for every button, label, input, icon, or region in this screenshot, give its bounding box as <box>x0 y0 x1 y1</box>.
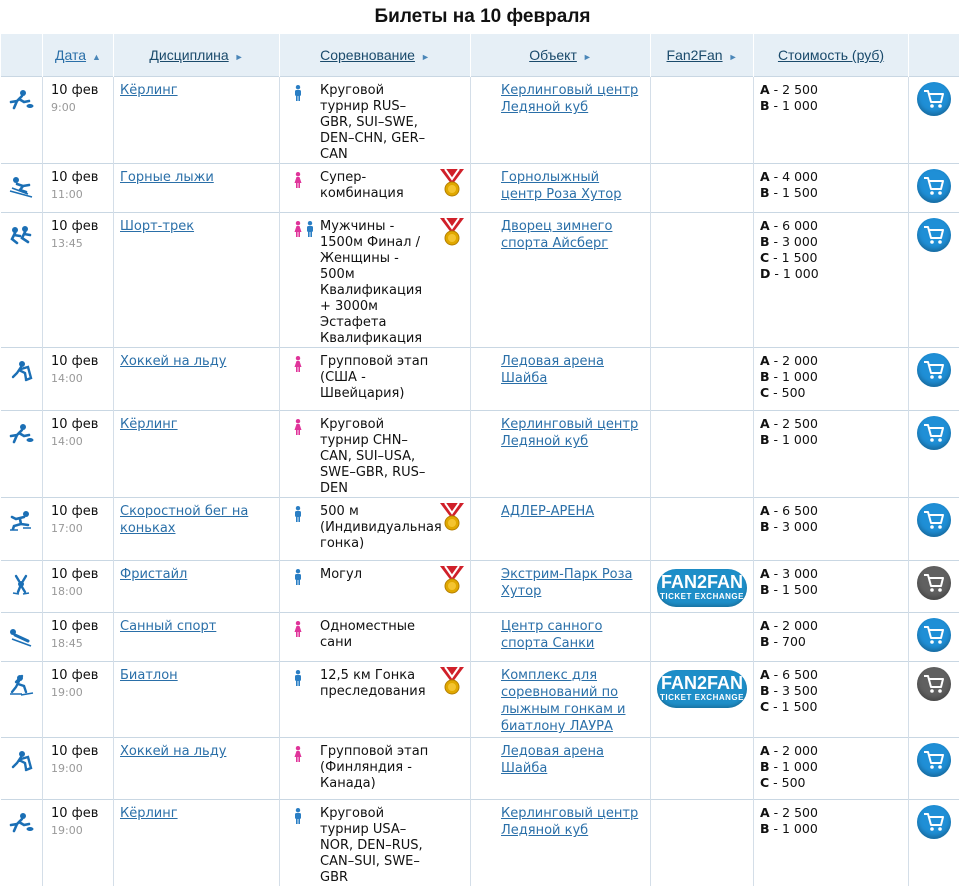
cart-icon <box>923 431 945 446</box>
discipline-link[interactable]: Хоккей на льду <box>120 354 226 369</box>
sort-by-venue[interactable]: Объект ► <box>471 34 651 77</box>
cart-icon <box>923 820 945 835</box>
event-date: 10 фев <box>51 83 113 98</box>
price-line: A - 2 000 <box>760 743 908 759</box>
event-date: 10 фев <box>51 417 113 432</box>
price-list <box>754 348 909 411</box>
price-list <box>754 738 909 800</box>
price-list <box>754 164 909 213</box>
cart-icon <box>923 682 945 697</box>
ice-hockey-icon <box>8 370 34 385</box>
female-icon <box>294 625 302 640</box>
sort-by-discipline[interactable]: Дисциплина ► <box>114 34 280 77</box>
venue-link[interactable]: Керлинговый центр Ледяной куб <box>501 806 638 838</box>
table-row <box>1 77 959 164</box>
tickets-table <box>0 34 959 886</box>
competition-text: Круговой турнир RUS–GBR, SUI–SWE, DEN–CHN, GER–CAN <box>320 83 466 163</box>
table-row <box>1 800 959 886</box>
price-line: A - 4 000 <box>760 169 908 185</box>
price-line: A - 6 000 <box>760 218 908 234</box>
male-icon <box>294 674 302 689</box>
price-line: B - 1 000 <box>760 759 908 775</box>
table-row <box>1 561 959 613</box>
event-date: 10 фев <box>51 354 113 369</box>
chevron-right-icon: ► <box>421 52 430 62</box>
event-date: 10 фев <box>51 744 113 759</box>
cart-icon <box>923 758 945 773</box>
chevron-right-icon: ► <box>235 52 244 62</box>
venue-link[interactable]: Ледовая арена Шайба <box>501 744 604 776</box>
event-time: 19:00 <box>51 762 113 775</box>
medal-icon <box>439 217 465 250</box>
venue-link[interactable]: АДЛЕР-АРЕНА <box>501 504 594 519</box>
price-line: A - 6 500 <box>760 667 908 683</box>
event-date: 10 фев <box>51 219 113 234</box>
venue-link[interactable]: Комплекс для соревнований по лыжным гонкам и биатлону ЛАУРА <box>501 668 625 734</box>
male-icon <box>306 225 314 240</box>
event-time: 13:45 <box>51 237 113 250</box>
event-time: 18:45 <box>51 637 113 650</box>
price-list <box>754 561 909 613</box>
price-list <box>754 662 909 738</box>
table-row <box>1 213 959 348</box>
event-time: 14:00 <box>51 435 113 448</box>
freestyle-icon <box>8 583 34 598</box>
event-date: 10 фев <box>51 806 113 821</box>
competition-text: Супер-комбинация <box>320 170 466 202</box>
price-line: A - 2 500 <box>760 82 908 98</box>
fan2fan-logo-button[interactable]: FAN2FAN TICKET EXCHANGE <box>657 670 747 708</box>
cart-button[interactable] <box>917 805 951 839</box>
table-row <box>1 498 959 561</box>
cart-button[interactable] <box>917 416 951 450</box>
price-line: A - 3 000 <box>760 566 908 582</box>
event-time: 17:00 <box>51 522 113 535</box>
event-time: 9:00 <box>51 101 113 114</box>
discipline-link[interactable]: Кёрлинг <box>120 83 178 98</box>
competition-text: Круговой турнир CHN–CAN, SUI–USA, SWE–GBR, RUS–DEN <box>320 417 466 497</box>
biathlon-icon <box>8 684 34 699</box>
event-time: 11:00 <box>51 188 113 201</box>
chevron-right-icon: ► <box>729 52 738 62</box>
page-title: Билеты на 10 февраля <box>0 0 965 34</box>
competition-text: 12,5 км Гонка преследования <box>320 668 466 700</box>
male-icon <box>294 89 302 104</box>
competition-text: Могул <box>320 567 466 583</box>
cart-icon <box>923 581 945 596</box>
female-icon <box>294 750 302 765</box>
curling-icon <box>8 433 34 448</box>
price-line: C - 500 <box>760 385 908 401</box>
venue-link[interactable]: Горнолыжный центр Роза Хутор <box>501 170 622 202</box>
price-line: A - 2 000 <box>760 353 908 369</box>
table-row <box>1 164 959 213</box>
price-list <box>754 411 909 498</box>
event-date: 10 фев <box>51 170 113 185</box>
event-date: 10 фев <box>51 504 113 519</box>
event-time: 18:00 <box>51 585 113 598</box>
sort-asc-icon: ▲ <box>92 52 101 62</box>
price-line: B - 700 <box>760 634 908 650</box>
short-track-icon <box>8 235 34 250</box>
price-line: A - 6 500 <box>760 503 908 519</box>
discipline-link[interactable]: Кёрлинг <box>120 806 178 821</box>
competition-text: 500 м (Индивидуальная гонка) <box>320 504 466 552</box>
price-line: A - 2 500 <box>760 416 908 432</box>
price-list <box>754 213 909 348</box>
discipline-link[interactable]: Скоростной бег на коньках <box>120 504 248 536</box>
sort-by-fan2fan[interactable]: Fan2Fan ► <box>651 34 754 77</box>
price-line: A - 2 000 <box>760 618 908 634</box>
chevron-right-icon: ► <box>583 52 592 62</box>
venue-link[interactable]: Экстрим-Парк Роза Хутор <box>501 567 633 599</box>
discipline-link[interactable]: Биатлон <box>120 668 178 683</box>
price-list <box>754 77 909 164</box>
header-cart-col <box>909 34 959 77</box>
price-line: B - 1 000 <box>760 98 908 114</box>
table-row <box>1 613 959 662</box>
price-list <box>754 498 909 561</box>
competition-text: Групповой этап (Финляндия - Канада) <box>320 744 466 792</box>
fan2fan-logo-button[interactable]: FAN2FAN TICKET EXCHANGE <box>657 569 747 607</box>
cart-button[interactable] <box>917 353 951 387</box>
price-line: B - 3 000 <box>760 234 908 250</box>
discipline-link[interactable]: Шорт-трек <box>120 219 194 234</box>
cart-icon <box>923 233 945 248</box>
price-line: B - 1 500 <box>760 185 908 201</box>
competition-text: Групповой этап (США - Швейцария) <box>320 354 466 402</box>
cart-button[interactable] <box>917 743 951 777</box>
cart-button[interactable] <box>917 218 951 252</box>
header-icon-col <box>1 34 43 77</box>
cart-button[interactable] <box>917 618 951 652</box>
venue-link[interactable]: Ледовая арена Шайба <box>501 354 604 386</box>
event-time: 19:00 <box>51 824 113 837</box>
speed-skating-icon <box>8 520 34 535</box>
competition-text: Круговой турнир USA–NOR, DEN–RUS, CAN–SUI, SWE–GBR <box>320 806 466 886</box>
competition-text: Одноместные сани <box>320 619 466 651</box>
table-row <box>1 738 959 800</box>
cart-button[interactable] <box>917 169 951 203</box>
luge-icon <box>8 635 34 650</box>
venue-link[interactable]: Керлинговый центр Ледяной куб <box>501 83 638 115</box>
event-date: 10 фев <box>51 619 113 634</box>
sort-by-date[interactable]: Дата ▲ <box>43 34 114 77</box>
cart-button[interactable] <box>917 503 951 537</box>
alpine-skiing-icon <box>8 186 34 201</box>
table-header-row <box>1 34 959 77</box>
price-line: A - 2 500 <box>760 805 908 821</box>
medal-icon <box>439 168 465 201</box>
cart-icon <box>923 97 945 112</box>
event-time: 14:00 <box>51 372 113 385</box>
female-icon <box>294 360 302 375</box>
competition-text: Мужчины - 1500м Финал / Женщины - 500м Квалификация + 3000м Эстафета Квалификация <box>320 219 466 347</box>
medal-icon <box>439 666 465 699</box>
event-time: 19:00 <box>51 686 113 699</box>
medal-icon <box>439 565 465 598</box>
price-list <box>754 800 909 886</box>
discipline-link[interactable]: Фристайл <box>120 567 187 582</box>
curling-icon <box>8 99 34 114</box>
cart-button[interactable] <box>917 667 951 701</box>
price-list <box>754 613 909 662</box>
price-line: B - 3 000 <box>760 519 908 535</box>
price-line: B - 3 500 <box>760 683 908 699</box>
table-row <box>1 411 959 498</box>
male-icon <box>294 510 302 525</box>
female-icon <box>294 176 302 191</box>
cart-icon <box>923 518 945 533</box>
medal-icon <box>439 502 465 535</box>
event-date: 10 фев <box>51 668 113 683</box>
price-line: B - 1 000 <box>760 369 908 385</box>
venue-link[interactable]: Керлинговый центр Ледяной куб <box>501 417 638 449</box>
price-line: D - 1 000 <box>760 266 908 282</box>
price-line: C - 1 500 <box>760 250 908 266</box>
discipline-link[interactable]: Хоккей на льду <box>120 744 226 759</box>
event-date: 10 фев <box>51 567 113 582</box>
curling-icon <box>8 822 34 837</box>
male-icon <box>294 812 302 827</box>
cart-button[interactable] <box>917 566 951 600</box>
venue-link[interactable]: Центр санного спорта Санки <box>501 619 602 651</box>
male-icon <box>294 573 302 588</box>
cart-button[interactable] <box>917 82 951 116</box>
cart-icon <box>923 184 945 199</box>
female-icon <box>294 225 302 240</box>
discipline-link[interactable]: Санный спорт <box>120 619 216 634</box>
female-icon <box>294 423 302 438</box>
price-line: B - 1 500 <box>760 582 908 598</box>
table-row <box>1 348 959 411</box>
table-row <box>1 662 959 738</box>
sort-by-competition[interactable]: Соревнование ► <box>280 34 471 77</box>
discipline-link[interactable]: Горные лыжи <box>120 170 214 185</box>
discipline-link[interactable]: Кёрлинг <box>120 417 178 432</box>
price-line: B - 1 000 <box>760 821 908 837</box>
cart-icon <box>923 633 945 648</box>
price-line: C - 1 500 <box>760 699 908 715</box>
ice-hockey-icon <box>8 760 34 775</box>
price-line: C - 500 <box>760 775 908 791</box>
cart-icon <box>923 368 945 383</box>
sort-by-price[interactable]: Стоимость (руб) <box>754 34 909 77</box>
venue-link[interactable]: Дворец зимнего спорта Айсберг <box>501 219 612 251</box>
price-line: B - 1 000 <box>760 432 908 448</box>
